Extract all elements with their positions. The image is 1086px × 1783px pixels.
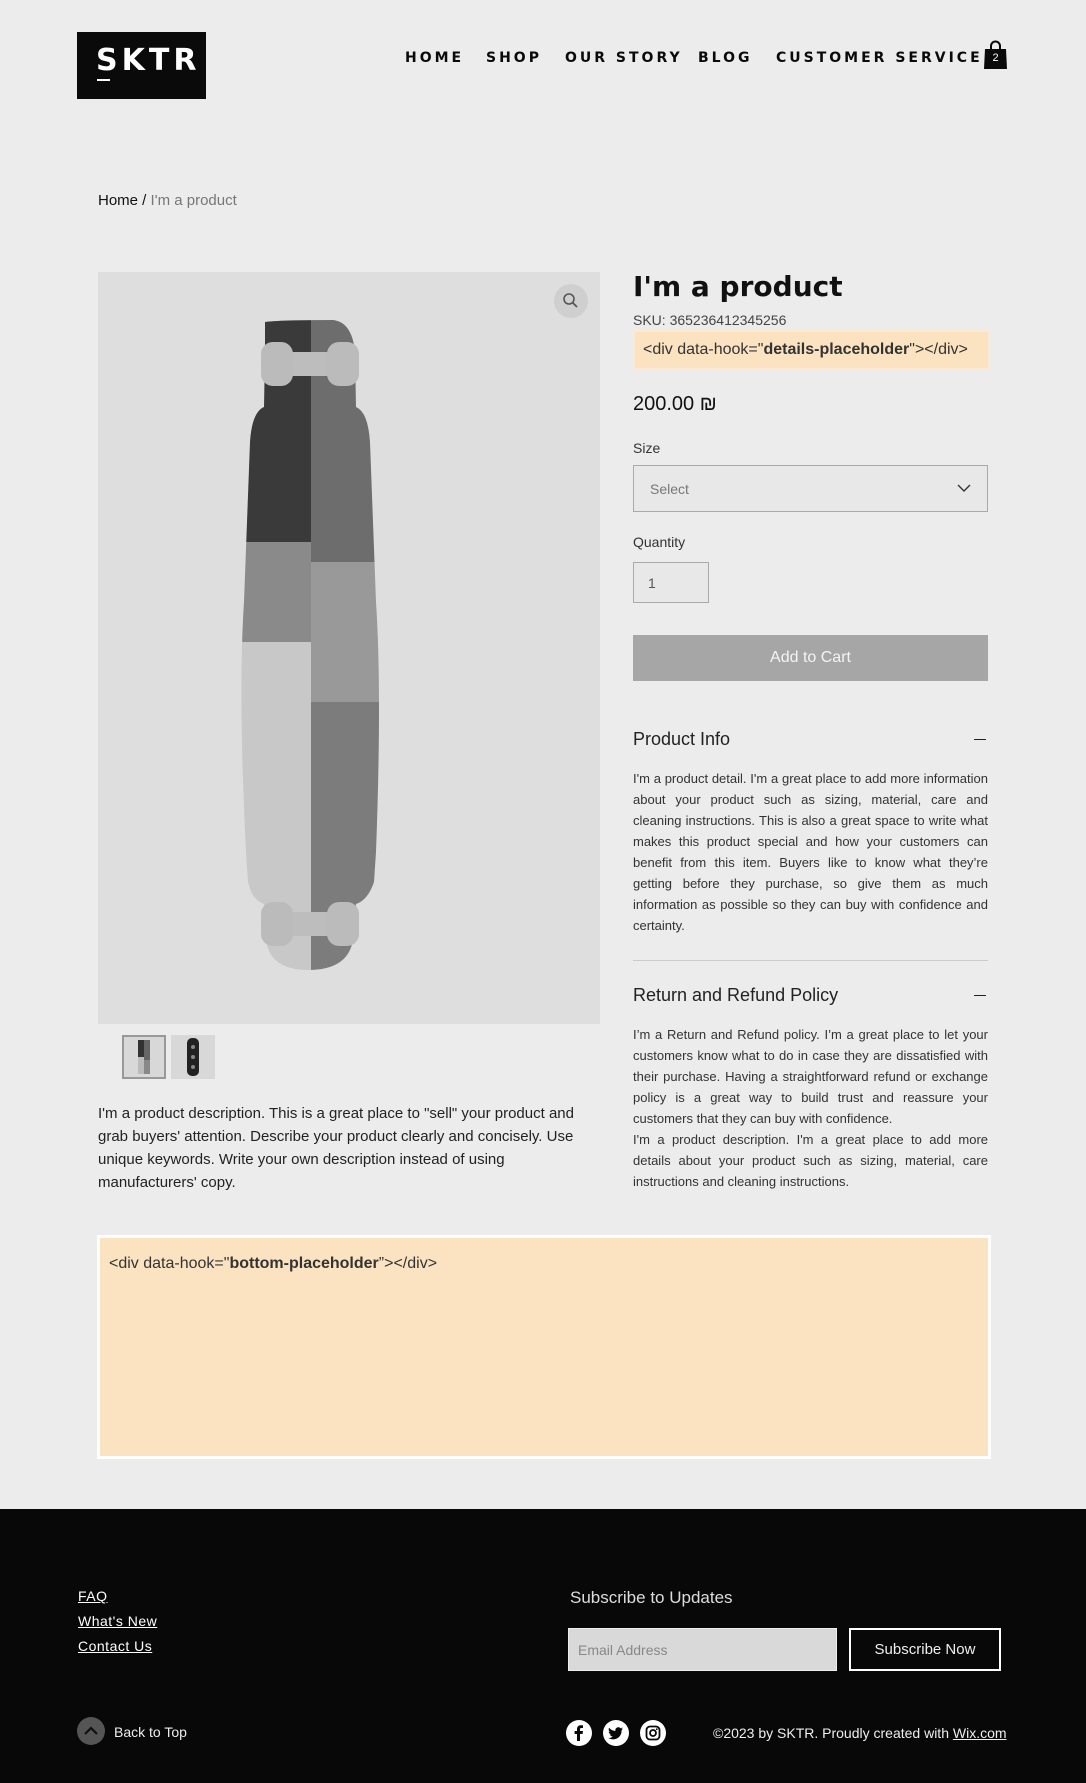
refund-policy-text: I’m a Return and Refund policy. I’m a great place to let your customers know what to do in case they are dissatisfied with their purchase. Having a straightforward refund or exchange policy is a great way to build trust and reassure your customers that they can buy with confidence. <box>633 1027 988 1126</box>
quantity-input[interactable]: 1 <box>633 562 709 603</box>
minus-icon[interactable] <box>974 739 986 740</box>
twitter-link[interactable] <box>603 1720 629 1746</box>
breadcrumb-separator: / <box>138 192 151 209</box>
product-price: 200.00 ₪ <box>633 393 717 415</box>
chevron-up-icon <box>77 1717 105 1745</box>
product-description: I'm a product description. This is a great place to "sell" your product and grab buyers' attention. Describe your product clearly and concisely. Use unique keywords. Write your own description instead of using manufacturers' copy. <box>98 1105 574 1191</box>
longboard-image <box>98 272 600 1024</box>
accordion-body-product-info: I'm a product detail. I'm a great place to add more information about your product such as sizing, material, care and cleaning instructions. This is also a great space to write what makes this product special and how your customers can benefit from this item. Buyers like to know what they’re getting before they purchase, so give them as much information as possible so they can buy with confidence and certainty. <box>633 771 988 933</box>
nav-blog[interactable]: BLOG <box>698 50 753 66</box>
facebook-link[interactable] <box>566 1720 592 1746</box>
thumbnail-image <box>124 1037 164 1077</box>
breadcrumb-current: I'm a product <box>150 192 237 209</box>
accordion-title-refund-policy[interactable]: Return and Refund Policy <box>633 985 839 1005</box>
nav-our-story[interactable]: OUR STORY <box>565 50 683 66</box>
twitter-icon <box>603 1720 629 1746</box>
footer-link-whats-new[interactable]: What's New <box>78 1613 158 1629</box>
back-to-top-label[interactable]: Back to Top <box>114 1724 187 1740</box>
breadcrumb-home[interactable]: Home <box>98 192 139 209</box>
thumbnail-1[interactable] <box>122 1035 166 1079</box>
zoom-button[interactable] <box>554 284 588 318</box>
breadcrumb <box>98 192 237 209</box>
nav-shop[interactable]: SHOP <box>486 50 542 66</box>
refund-policy-extra-text: I'm a product description. I'm a great place to add more details about your product such as sizing, material, care instructions and cleaning instructions. <box>633 1132 988 1189</box>
size-label: Size <box>633 440 661 456</box>
back-to-top-button[interactable] <box>77 1717 105 1745</box>
facebook-icon <box>566 1720 592 1746</box>
placeholder-code-post: "></div> <box>909 341 968 358</box>
thumbnail-2[interactable] <box>171 1035 215 1079</box>
placeholder-code-pre: <div data-hook=" <box>643 341 764 358</box>
logo[interactable] <box>77 32 206 99</box>
size-select-value: Select <box>650 481 689 497</box>
subscribe-title: Subscribe to Updates <box>570 1588 733 1607</box>
product-title: I'm a product <box>633 270 843 303</box>
chevron-down-icon <box>957 484 971 493</box>
placeholder-hook: bottom-placeholder <box>229 1255 379 1272</box>
bottom-placeholder <box>97 1235 991 1459</box>
logo-text: SKTR <box>96 43 201 78</box>
placeholder-code-post: ”></div> <box>378 1255 438 1272</box>
footer-link-faq[interactable]: FAQ <box>78 1588 108 1604</box>
instagram-icon <box>640 1720 666 1746</box>
accordion-title-product-info[interactable]: Product Info <box>633 729 731 749</box>
magnifier-icon <box>554 284 588 318</box>
size-select[interactable] <box>633 465 988 512</box>
quantity-label: Quantity <box>633 534 686 550</box>
placeholder-code-pre: <div data-hook=" <box>109 1255 230 1272</box>
instagram-link[interactable] <box>640 1720 666 1746</box>
cart-button[interactable] <box>983 40 1008 70</box>
wix-link[interactable]: Wix.com <box>952 1725 1007 1741</box>
placeholder-hook: details-placeholder <box>763 341 910 358</box>
details-placeholder <box>633 330 990 370</box>
logo-dash <box>97 79 110 81</box>
nav-home[interactable]: HOME <box>405 50 465 66</box>
footer-link-contact-us[interactable]: Contact Us <box>78 1638 153 1654</box>
subscribe-button[interactable]: Subscribe Now <box>849 1628 1001 1671</box>
copyright <box>713 1725 1007 1741</box>
copyright-text: ©2023 by SKTR. Proudly created with <box>713 1725 953 1741</box>
minus-icon[interactable] <box>974 995 986 996</box>
thumbnail-image <box>171 1035 215 1079</box>
cart-count: 2 <box>992 52 999 64</box>
product-sku: SKU: 365236412345256 <box>633 312 787 328</box>
product-image[interactable] <box>98 272 600 1024</box>
email-input[interactable]: Email Address <box>568 1628 837 1671</box>
accordion-divider <box>633 960 988 961</box>
nav-customer-service[interactable]: CUSTOMER SERVICE <box>776 50 983 66</box>
accordion-body-refund-policy <box>633 1024 988 1192</box>
add-to-cart-button[interactable]: Add to Cart <box>633 635 988 681</box>
